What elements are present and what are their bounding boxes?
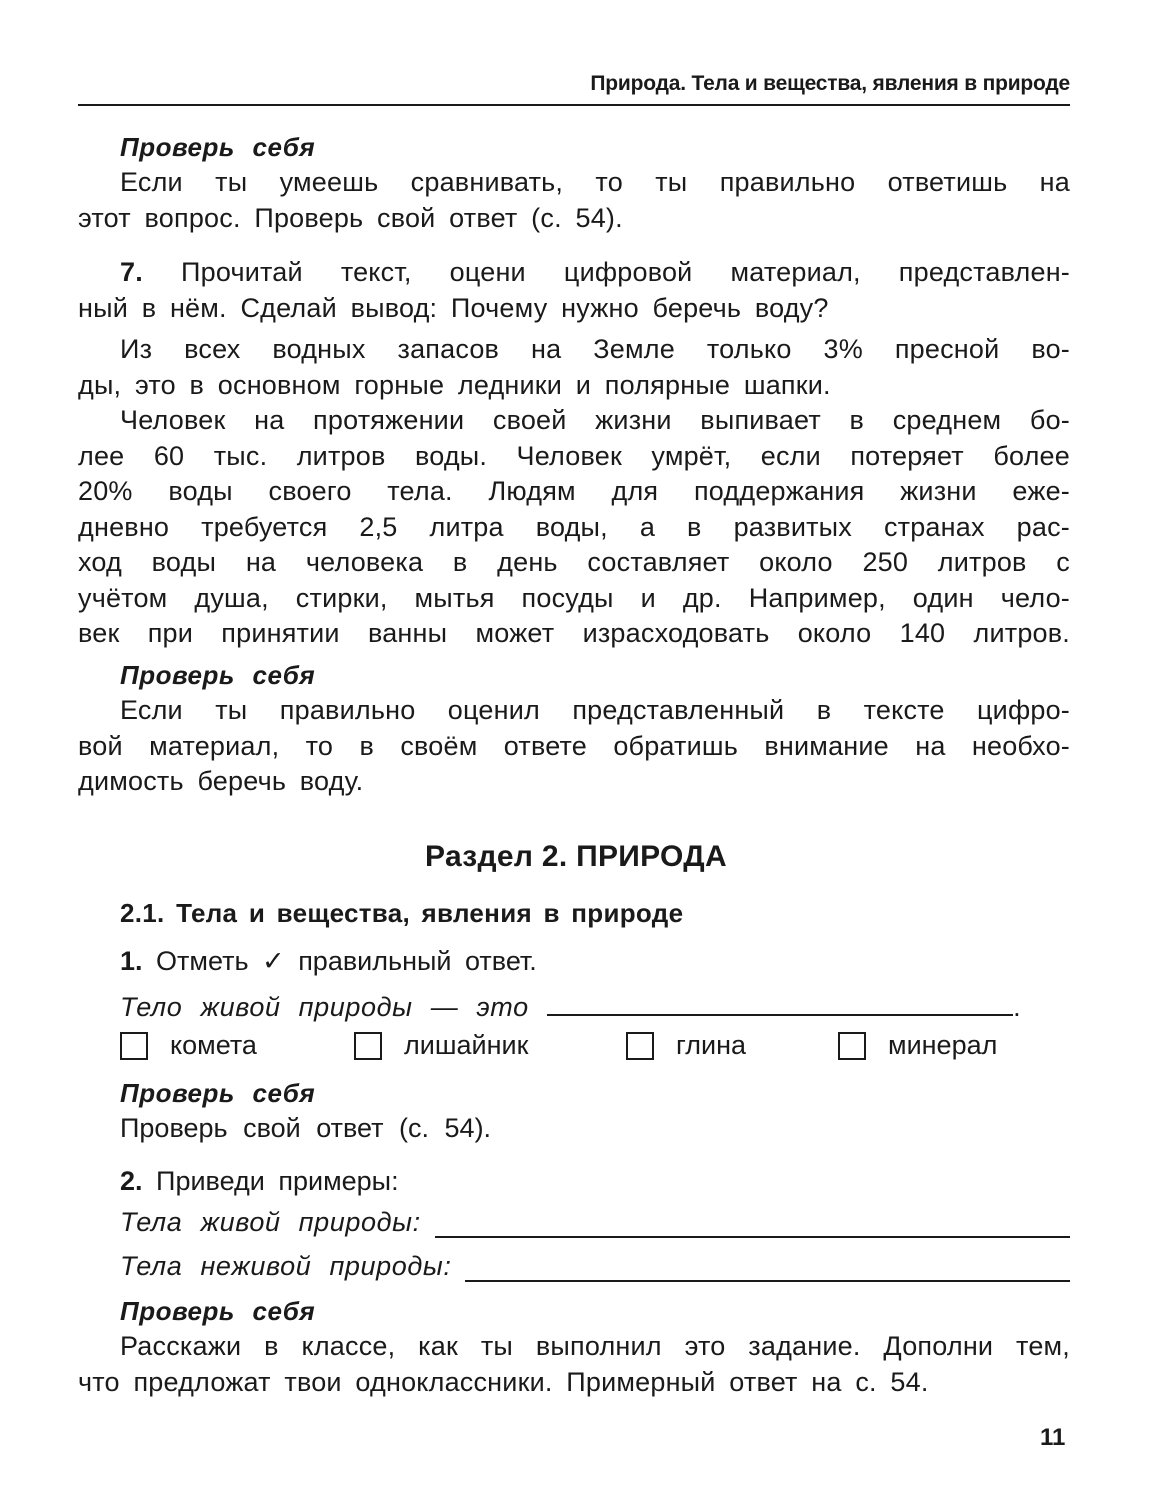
text-line: век при принятии ванны может израсходовать около 140 литров. xyxy=(78,618,1070,648)
option-mineral[interactable]: минерал xyxy=(838,1030,997,1061)
header-rule xyxy=(78,104,1070,106)
text-line: ды, это в основном горные ледники и полярные шапки. xyxy=(78,369,831,400)
checkbox[interactable] xyxy=(838,1032,866,1060)
checkmark-icon: ✓ xyxy=(262,946,285,976)
text-line: Расскажи в классе, как ты выполнил это задание. Дополни тем, xyxy=(120,1331,1070,1361)
prompt-text: Тело живой природы — это xyxy=(120,992,529,1022)
text-line: что предложат твои одноклассники. Примерный ответ на с. 54. xyxy=(78,1366,929,1397)
task-7-paragraph-1 xyxy=(78,332,1070,403)
answer-blank[interactable] xyxy=(547,988,1013,1016)
text-line: 20% воды своего тела. Людям для поддержания жизни еже- xyxy=(78,476,1070,506)
text-line: Человек на протяжении своей жизни выпивает в среднем бо- xyxy=(120,405,1070,435)
text-line: лее 60 тыс. литров воды. Человек умрёт, если потеряет более xyxy=(78,440,1070,471)
answer-blank-living[interactable] xyxy=(435,1210,1070,1238)
answer-options xyxy=(120,1030,1080,1070)
checkbox[interactable] xyxy=(626,1032,654,1060)
text-line: ход воды на человека в день составляет около 250 литров с xyxy=(78,547,1070,577)
task-2-living-row xyxy=(120,1207,1070,1238)
check-yourself-title: Проверь себя xyxy=(120,660,316,690)
task-7-line-2: ный в нём. Сделай вывод: Почему нужно беречь воду? xyxy=(78,292,829,323)
check-yourself-title: Проверь себя xyxy=(120,1296,316,1326)
text-line: Если ты умеешь сравнивать, то ты правильно ответишь на xyxy=(120,167,1070,197)
option-glina[interactable]: глина xyxy=(626,1030,746,1061)
subsection-title: 2.1. Тела и вещества, явления в природе xyxy=(120,898,684,928)
text-line: Проверь свой ответ (с. 54). xyxy=(120,1113,492,1143)
task-number: 2. xyxy=(120,1166,143,1196)
answer-blank-nonliving[interactable] xyxy=(465,1254,1070,1282)
task-1-prompt: Тело живой природы — это . xyxy=(120,988,1080,1023)
text-line: дневно требуется 2,5 литра воды, а в развитых странах рас- xyxy=(78,511,1070,542)
text-line: Из всех водных запасов на Земле только 3% пресной во- xyxy=(120,334,1070,364)
prompt-living: Тела живой природы: xyxy=(120,1207,421,1237)
task-7-paragraph-2 xyxy=(78,403,1070,652)
check-yourself-block-4 xyxy=(78,1294,1070,1400)
prompt-nonliving: Тела неживой природы: xyxy=(120,1251,452,1281)
checkbox[interactable] xyxy=(120,1032,148,1060)
text-line: димость беречь воду. xyxy=(78,766,364,796)
check-yourself-block-3 xyxy=(78,1076,1070,1147)
checkbox[interactable] xyxy=(354,1032,382,1060)
task-7-line-1: 7. Прочитай текст, оцени цифровой материал, представлен- xyxy=(120,257,1070,287)
check-yourself-title: Проверь себя xyxy=(120,1078,316,1108)
task-number: 1. xyxy=(120,946,143,976)
task-7 xyxy=(78,255,1070,326)
page-number: 11 xyxy=(1040,1424,1066,1451)
check-yourself-title: Проверь себя xyxy=(120,132,316,162)
task-2-instruction: 2. Приведи примеры: xyxy=(120,1166,399,1196)
text-line: вой материал, то в своём ответе обратишь внимание на необхо- xyxy=(78,730,1070,761)
task-number: 7. xyxy=(120,257,143,287)
task-1-instruction: 1. Отметь ✓ правильный ответ. xyxy=(120,946,537,976)
check-yourself-block-1 xyxy=(78,130,1070,236)
section-title: Раздел 2. ПРИРОДА xyxy=(425,840,727,873)
text-line: Если ты правильно оценил представленный в тексте цифро- xyxy=(120,695,1070,725)
option-kometa[interactable]: комета xyxy=(120,1030,257,1061)
running-header: Природа. Тела и вещества, явления в природе xyxy=(590,72,1070,95)
text-line: учётом душа, стирки, мытья посуды и др. Например, один чело- xyxy=(78,582,1070,613)
check-yourself-block-2 xyxy=(78,658,1070,800)
option-lishaynik[interactable]: лишайник xyxy=(354,1030,528,1061)
text-line: этот вопрос. Проверь свой ответ (с. 54). xyxy=(78,202,623,233)
task-2-nonliving-row xyxy=(120,1251,1070,1282)
